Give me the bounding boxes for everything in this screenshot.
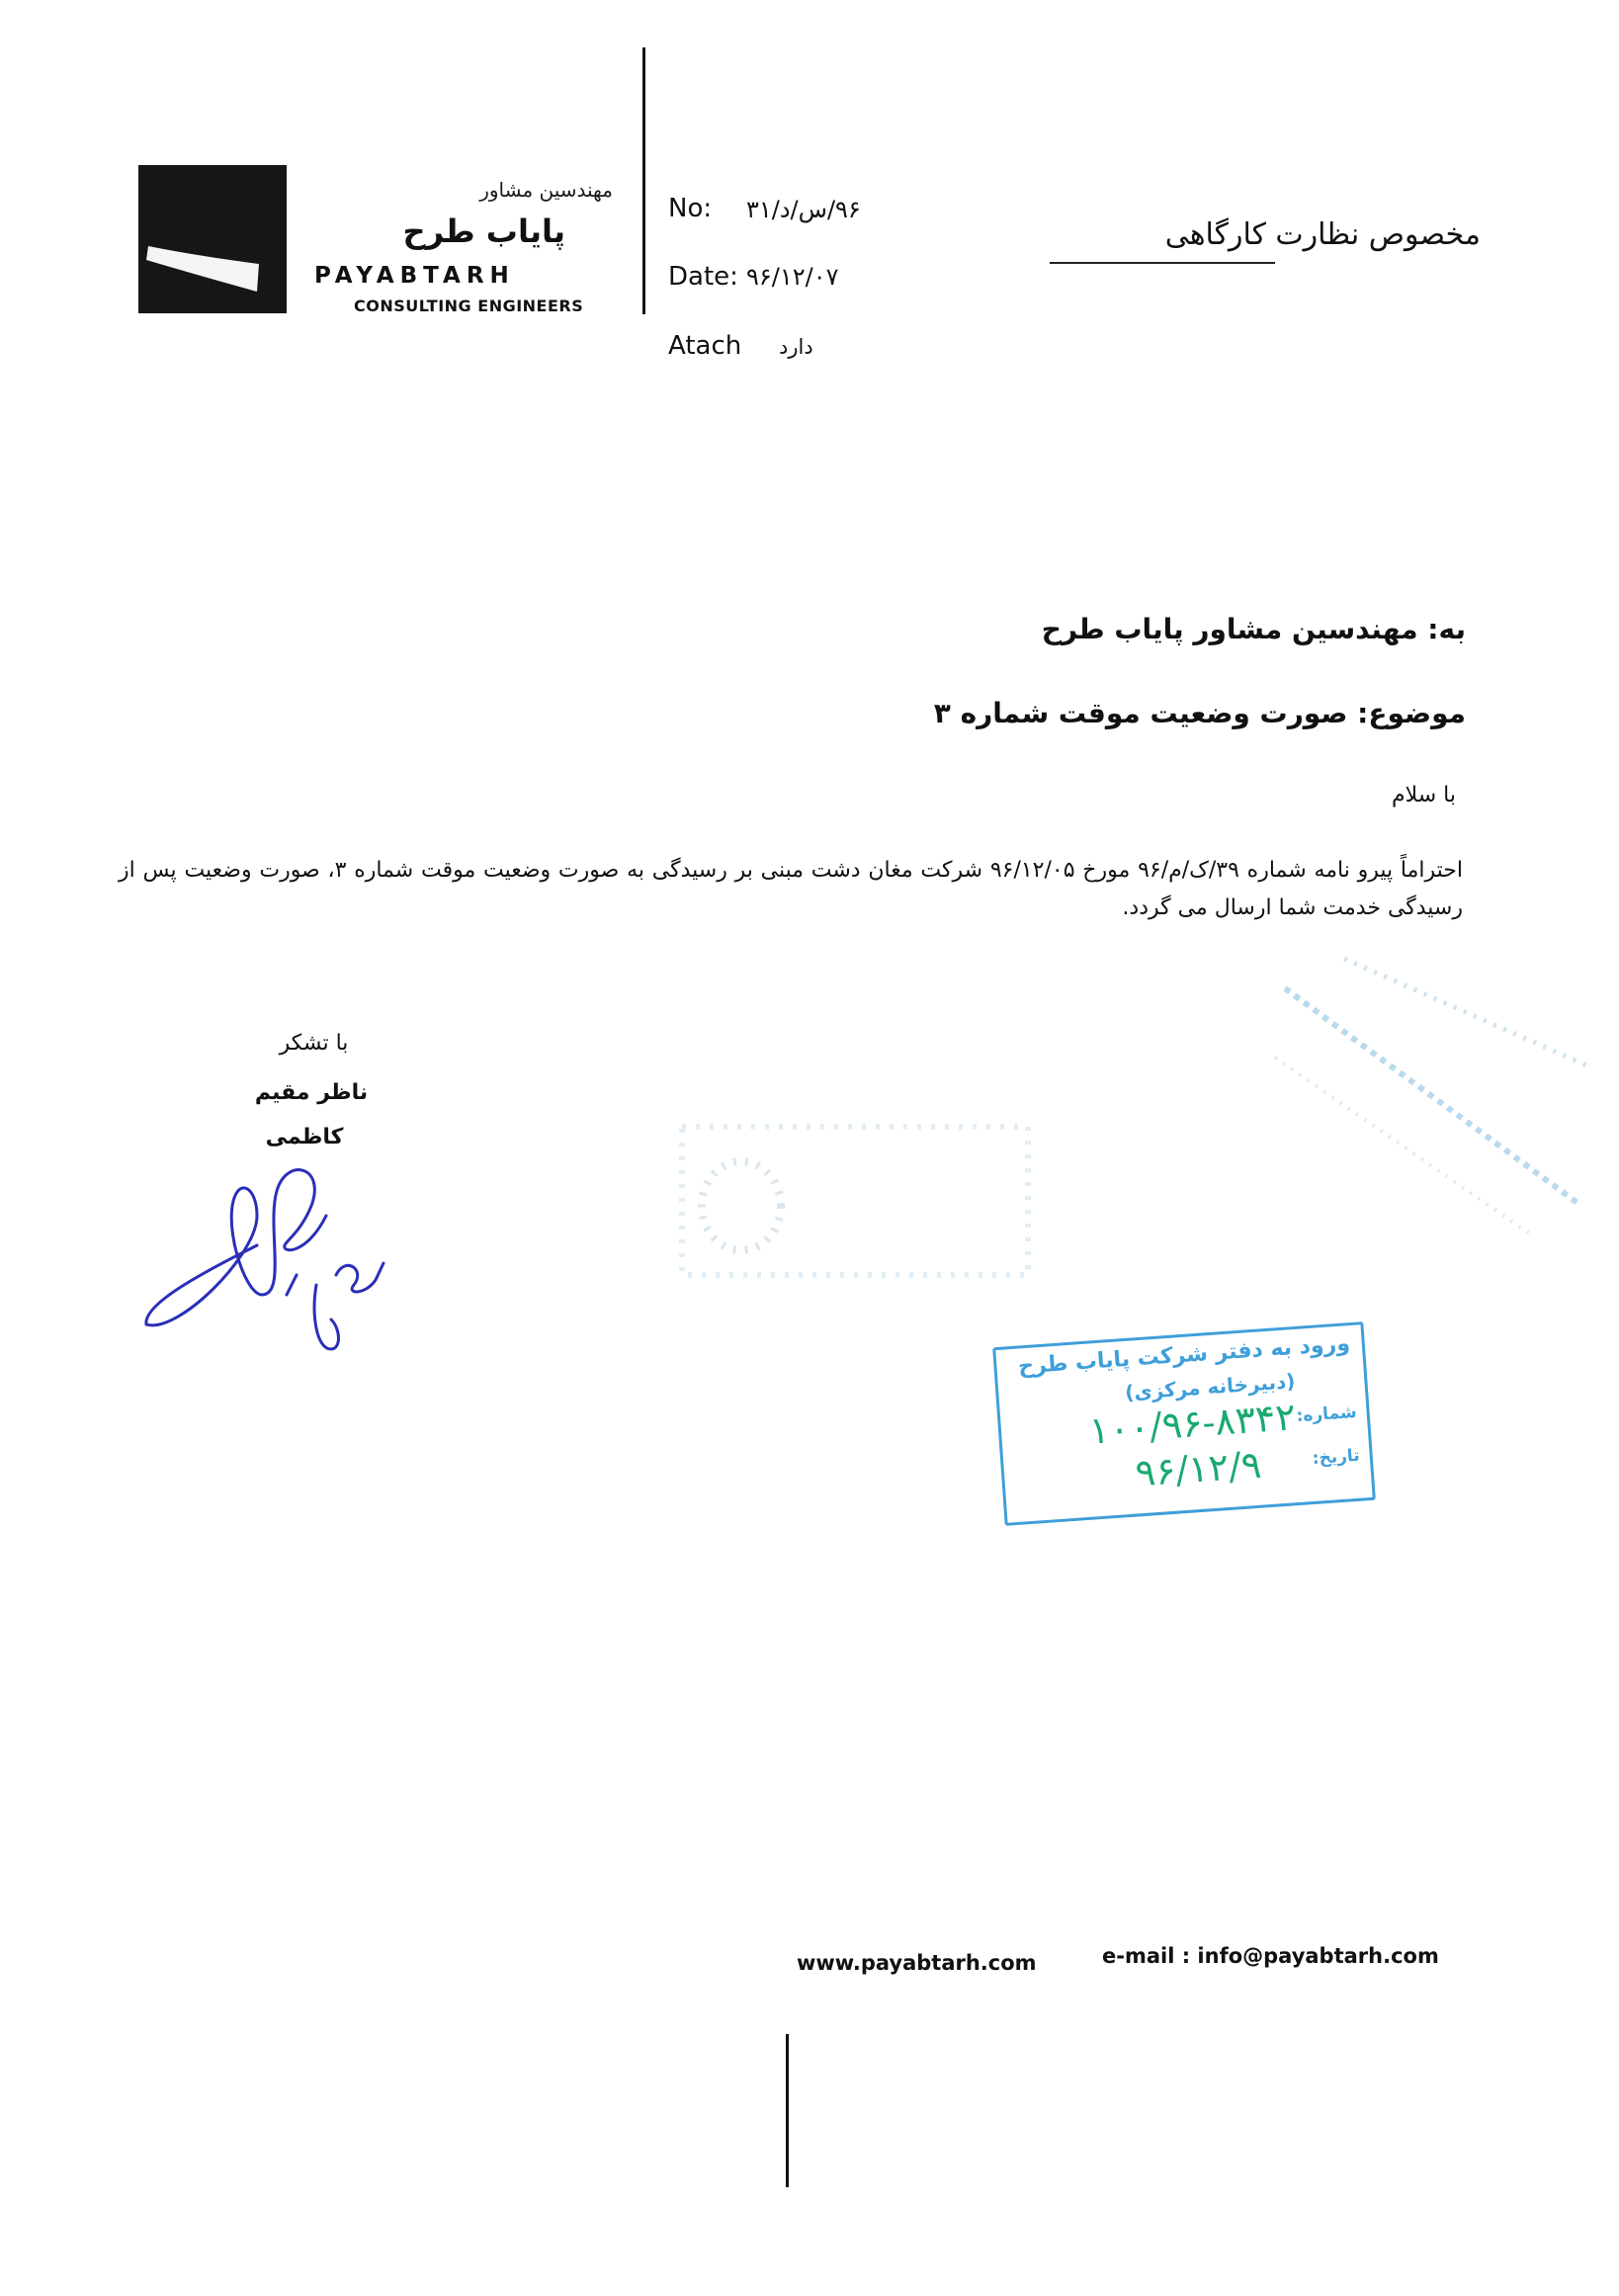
header-divider [642,47,645,314]
letter-date-value: ۹۶/۱۲/۰۷ [746,263,839,291]
footer-email: e-mail : info@payabtarh.com [1102,1944,1439,1968]
footer-divider [786,2034,789,2187]
greeting: با سلام [1391,783,1456,808]
stamp-date-value: ۹۶/۱۲/۹ [1134,1442,1263,1495]
company-logo [138,165,287,313]
received-stamp [992,1321,1376,1526]
recipient-line: به: مهندسین مشاور پایاب طرح [1041,613,1466,645]
letter-number-label: No: [668,194,713,223]
stamp-title: ورود به دفتر شرکت پایاب طرح [1017,1331,1351,1380]
subject-line: موضوع: صورت وضعیت موقت شماره ۳ [933,697,1466,729]
brand-name-small: مهندسین مشاور [479,178,613,202]
payabtarh-logo-icon [138,165,287,313]
attachment-value: دارد [779,335,813,359]
faint-stamp-smudge [672,1107,1048,1305]
brand-subtitle: CONSULTING ENGINEERS [354,297,584,315]
brand-name-english: PAYABTARH [314,263,515,289]
faint-diagonal-stamp [1265,949,1601,1245]
body-paragraph: احتراماً پیرو نامه شماره ۳۹/ک/م/۹۶ مورخ ۹۶/۱۲/۰۵ شرکت مغان دشت مبنی بر رسیدگی به صورت وضعیت موقت شماره ۳، صورت وضعیت پس از رسیدگی خدمت شما ارسال می گردد. [119,858,1463,920]
stamp-number-value: ۱۰۰/۹۶-۸۳۴۲ [1087,1395,1298,1453]
signer-name: کاظمی [265,1125,344,1149]
handwritten-signature [138,1147,435,1364]
brand-name-large: پایاب طرح [402,213,565,250]
stamp-number-label: شماره: [1295,1402,1358,1427]
stamp-subtitle: (دبیرخانه مرکزی) [1124,1369,1297,1405]
letter-date-label: Date: [668,262,738,292]
closing-thanks: با تشکر [279,1031,349,1056]
signer-title: ناظر مقیم [254,1080,369,1105]
special-label-underline [1050,262,1275,264]
footer-website: www.payabtarh.com [797,1951,1037,1975]
attachment-label: Atach [668,331,742,361]
special-supervision-label: مخصوص نظارت کارگاهی [1164,217,1481,252]
letter-number-value: ۹۶/س/د/۳۱ [746,196,861,223]
stamp-date-label: تاریخ: [1312,1445,1361,1470]
